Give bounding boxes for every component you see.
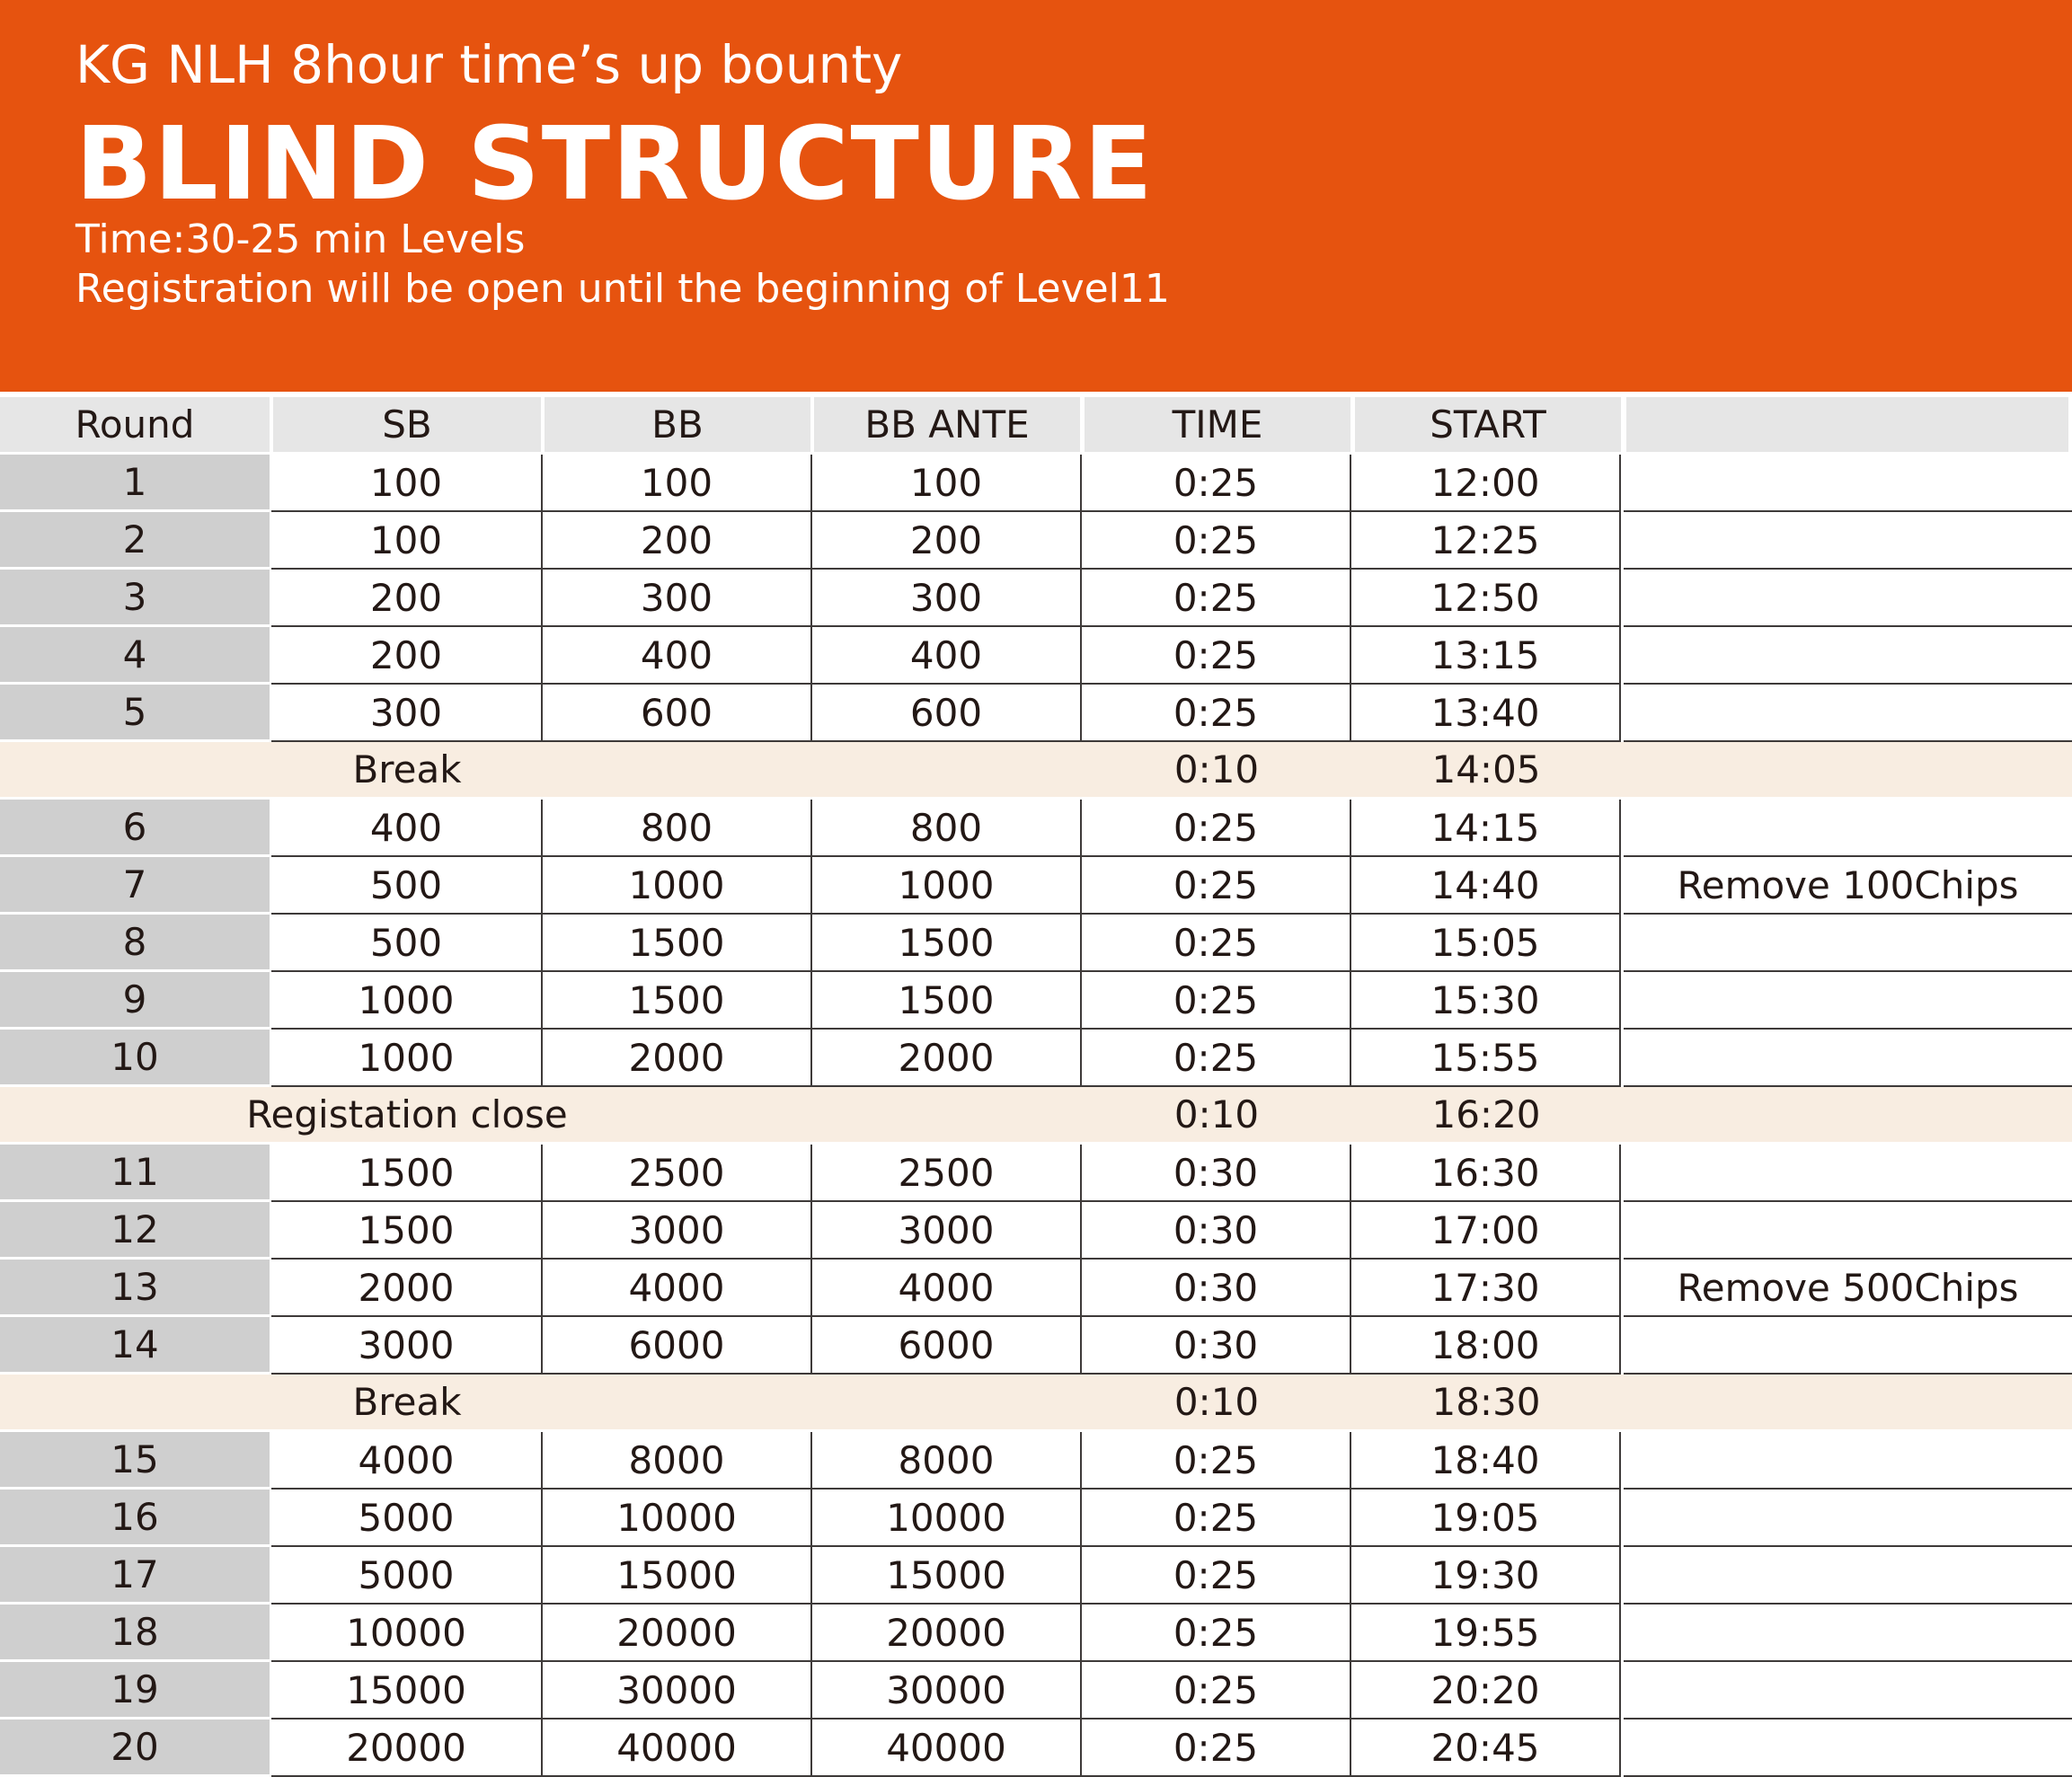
time-cell: 0:25 <box>1082 800 1351 857</box>
round-cell: 20 <box>0 1720 270 1777</box>
bb-ante-cell: 6000 <box>812 1317 1082 1375</box>
bb-ante-cell: 2000 <box>812 1030 1082 1087</box>
bb-cell: 1500 <box>543 972 812 1030</box>
round-cell: 2 <box>0 512 270 570</box>
sb-cell: 100 <box>271 455 543 512</box>
bb-ante-cell: 400 <box>812 627 1082 685</box>
start-cell: 17:30 <box>1351 1260 1621 1317</box>
table-row <box>0 1260 2072 1317</box>
time-cell: 0:30 <box>1082 1145 1351 1202</box>
round-cell: 16 <box>0 1490 270 1547</box>
bb-cell: 400 <box>543 627 812 685</box>
bb-cell: 1500 <box>543 915 812 972</box>
table-row <box>0 1145 2072 1202</box>
note-cell <box>1624 1605 2072 1662</box>
bb-cell: 200 <box>543 512 812 570</box>
time-cell: 0:25 <box>1082 972 1351 1030</box>
bb-cell: 30000 <box>543 1662 812 1720</box>
start-cell: 20:20 <box>1351 1662 1621 1720</box>
time-cell: 0:25 <box>1082 685 1351 742</box>
bb-cell: 3000 <box>543 1202 812 1260</box>
bb-cell: 300 <box>543 570 812 627</box>
table-row <box>0 1432 2072 1490</box>
table-row <box>0 972 2072 1030</box>
break-start: 18:30 <box>1431 1380 1541 1424</box>
table-row <box>0 455 2072 512</box>
time-cell: 0:25 <box>1082 455 1351 512</box>
bb-ante-cell: 30000 <box>812 1662 1082 1720</box>
table-row <box>0 1547 2072 1605</box>
column-header-start: START <box>1355 397 1621 452</box>
round-cell: 19 <box>0 1662 270 1720</box>
sb-cell: 3000 <box>271 1317 543 1375</box>
bb-ante-cell: 600 <box>812 685 1082 742</box>
note-cell <box>1624 1317 2072 1375</box>
bb-ante-cell: 100 <box>812 455 1082 512</box>
time-cell: 0:30 <box>1082 1260 1351 1317</box>
note-cell <box>1624 915 2072 972</box>
bb-cell: 800 <box>543 800 812 857</box>
round-cell: 12 <box>0 1202 270 1260</box>
round-cell: 10 <box>0 1030 270 1087</box>
round-cell: 4 <box>0 627 270 685</box>
round-cell: 6 <box>0 800 270 857</box>
break-label: Break <box>352 747 462 791</box>
table-row <box>0 512 2072 570</box>
round-cell: 17 <box>0 1547 270 1605</box>
round-cell: 15 <box>0 1432 270 1490</box>
break-label: Break <box>352 1380 462 1424</box>
note-cell: Remove 100Chips <box>1624 857 2072 915</box>
table-row <box>0 800 2072 857</box>
note-cell <box>1624 1662 2072 1720</box>
table-row <box>0 1720 2072 1777</box>
note-cell <box>1624 972 2072 1030</box>
time-cell: 0:25 <box>1082 627 1351 685</box>
bb-ante-cell: 15000 <box>812 1547 1082 1605</box>
bb-cell: 600 <box>543 685 812 742</box>
round-cell: 1 <box>0 455 270 512</box>
start-cell: 13:40 <box>1351 685 1621 742</box>
bb-ante-cell: 2500 <box>812 1145 1082 1202</box>
bb-ante-cell: 1500 <box>812 972 1082 1030</box>
table-row <box>0 915 2072 972</box>
round-cell: 3 <box>0 570 270 627</box>
round-cell: 11 <box>0 1145 270 1202</box>
sb-cell: 5000 <box>271 1547 543 1605</box>
page-title: BLIND STRUCTURE <box>75 106 1155 223</box>
column-header-bb: BB <box>545 397 810 452</box>
note-cell <box>1624 1720 2072 1777</box>
sb-cell: 1500 <box>271 1145 543 1202</box>
bb-ante-cell: 800 <box>812 800 1082 857</box>
sb-cell: 20000 <box>271 1720 543 1777</box>
bb-cell: 4000 <box>543 1260 812 1317</box>
start-cell: 19:30 <box>1351 1547 1621 1605</box>
column-header-sb: SB <box>273 397 541 452</box>
start-cell: 14:15 <box>1351 800 1621 857</box>
start-cell: 13:15 <box>1351 627 1621 685</box>
bb-cell: 2000 <box>543 1030 812 1087</box>
start-cell: 12:25 <box>1351 512 1621 570</box>
time-info: Time:30-25 min Levels <box>75 217 526 262</box>
sb-cell: 2000 <box>271 1260 543 1317</box>
start-cell: 16:30 <box>1351 1145 1621 1202</box>
table-row <box>0 857 2072 915</box>
bb-ante-cell: 200 <box>812 512 1082 570</box>
bb-ante-cell: 300 <box>812 570 1082 627</box>
bb-cell: 8000 <box>543 1432 812 1490</box>
start-cell: 18:40 <box>1351 1432 1621 1490</box>
note-cell <box>1624 685 2072 742</box>
note-cell <box>1624 800 2072 857</box>
bb-ante-cell: 3000 <box>812 1202 1082 1260</box>
start-cell: 18:00 <box>1351 1317 1621 1375</box>
round-cell: 7 <box>0 857 270 915</box>
start-cell: 19:55 <box>1351 1605 1621 1662</box>
break-row <box>0 1087 2072 1142</box>
time-cell: 0:25 <box>1082 1720 1351 1777</box>
round-cell: 18 <box>0 1605 270 1662</box>
time-cell: 0:25 <box>1082 570 1351 627</box>
sb-cell: 200 <box>271 627 543 685</box>
bb-cell: 100 <box>543 455 812 512</box>
time-cell: 0:25 <box>1082 512 1351 570</box>
time-cell: 0:30 <box>1082 1202 1351 1260</box>
round-cell: 9 <box>0 972 270 1030</box>
sb-cell: 500 <box>271 915 543 972</box>
bb-ante-cell: 1000 <box>812 857 1082 915</box>
table-header-row <box>0 397 2072 455</box>
time-cell: 0:25 <box>1082 1605 1351 1662</box>
note-cell <box>1624 1490 2072 1547</box>
table-row <box>0 1317 2072 1375</box>
header-banner <box>0 0 2072 392</box>
time-cell: 0:25 <box>1082 1547 1351 1605</box>
event-subtitle: KG NLH 8hour time’s up bounty <box>75 34 903 95</box>
round-cell: 5 <box>0 685 270 742</box>
sb-cell: 200 <box>271 570 543 627</box>
sb-cell: 15000 <box>271 1662 543 1720</box>
sb-cell: 4000 <box>271 1432 543 1490</box>
break-start: 14:05 <box>1431 747 1541 791</box>
round-cell: 14 <box>0 1317 270 1375</box>
note-cell <box>1624 1547 2072 1605</box>
start-cell: 12:50 <box>1351 570 1621 627</box>
time-cell: 0:25 <box>1082 857 1351 915</box>
bb-ante-cell: 8000 <box>812 1432 1082 1490</box>
bb-cell: 1000 <box>543 857 812 915</box>
note-cell <box>1624 1432 2072 1490</box>
bb-cell: 20000 <box>543 1605 812 1662</box>
round-cell: 13 <box>0 1260 270 1317</box>
note-cell <box>1624 570 2072 627</box>
time-cell: 0:25 <box>1082 1662 1351 1720</box>
column-header-note <box>1626 397 2068 452</box>
break-time: 0:10 <box>1173 1380 1260 1424</box>
bb-cell: 40000 <box>543 1720 812 1777</box>
time-cell: 0:25 <box>1082 1432 1351 1490</box>
sb-cell: 400 <box>271 800 543 857</box>
sb-cell: 500 <box>271 857 543 915</box>
start-cell: 12:00 <box>1351 455 1621 512</box>
note-cell <box>1624 627 2072 685</box>
bb-ante-cell: 20000 <box>812 1605 1082 1662</box>
note-cell <box>1624 512 2072 570</box>
bb-ante-cell: 4000 <box>812 1260 1082 1317</box>
table-row <box>0 570 2072 627</box>
break-start: 16:20 <box>1431 1092 1541 1136</box>
sb-cell: 100 <box>271 512 543 570</box>
table-row <box>0 1605 2072 1662</box>
sb-cell: 1500 <box>271 1202 543 1260</box>
break-time: 0:10 <box>1173 747 1260 791</box>
time-cell: 0:30 <box>1082 1317 1351 1375</box>
bb-cell: 10000 <box>543 1490 812 1547</box>
sb-cell: 1000 <box>271 972 543 1030</box>
note-cell <box>1624 1030 2072 1087</box>
break-row <box>0 742 2072 797</box>
time-cell: 0:25 <box>1082 1490 1351 1547</box>
blind-structure-table <box>0 392 2072 1774</box>
start-cell: 14:40 <box>1351 857 1621 915</box>
start-cell: 15:05 <box>1351 915 1621 972</box>
time-cell: 0:25 <box>1082 915 1351 972</box>
start-cell: 15:30 <box>1351 972 1621 1030</box>
table-row <box>0 1490 2072 1547</box>
sb-cell: 10000 <box>271 1605 543 1662</box>
sb-cell: 300 <box>271 685 543 742</box>
time-cell: 0:25 <box>1082 1030 1351 1087</box>
break-time: 0:10 <box>1173 1092 1260 1136</box>
table-row <box>0 685 2072 742</box>
bb-cell: 6000 <box>543 1317 812 1375</box>
column-header-bb-ante: BB ANTE <box>814 397 1080 452</box>
bb-ante-cell: 10000 <box>812 1490 1082 1547</box>
table-row <box>0 627 2072 685</box>
break-label: Registation close <box>246 1092 568 1136</box>
note-cell <box>1624 1202 2072 1260</box>
start-cell: 17:00 <box>1351 1202 1621 1260</box>
break-row <box>0 1375 2072 1429</box>
round-cell: 8 <box>0 915 270 972</box>
bb-cell: 2500 <box>543 1145 812 1202</box>
note-cell: Remove 500Chips <box>1624 1260 2072 1317</box>
note-cell <box>1624 455 2072 512</box>
column-header-round: Round <box>0 397 270 452</box>
start-cell: 15:55 <box>1351 1030 1621 1087</box>
start-cell: 19:05 <box>1351 1490 1621 1547</box>
sb-cell: 1000 <box>271 1030 543 1087</box>
table-row <box>0 1202 2072 1260</box>
bb-ante-cell: 40000 <box>812 1720 1082 1777</box>
registration-info: Registration will be open until the beginning of Level11 <box>75 266 1170 312</box>
note-cell <box>1624 1145 2072 1202</box>
bb-ante-cell: 1500 <box>812 915 1082 972</box>
start-cell: 20:45 <box>1351 1720 1621 1777</box>
column-header-time: TIME <box>1085 397 1350 452</box>
bb-cell: 15000 <box>543 1547 812 1605</box>
table-row <box>0 1030 2072 1087</box>
table-row <box>0 1662 2072 1720</box>
sb-cell: 5000 <box>271 1490 543 1547</box>
